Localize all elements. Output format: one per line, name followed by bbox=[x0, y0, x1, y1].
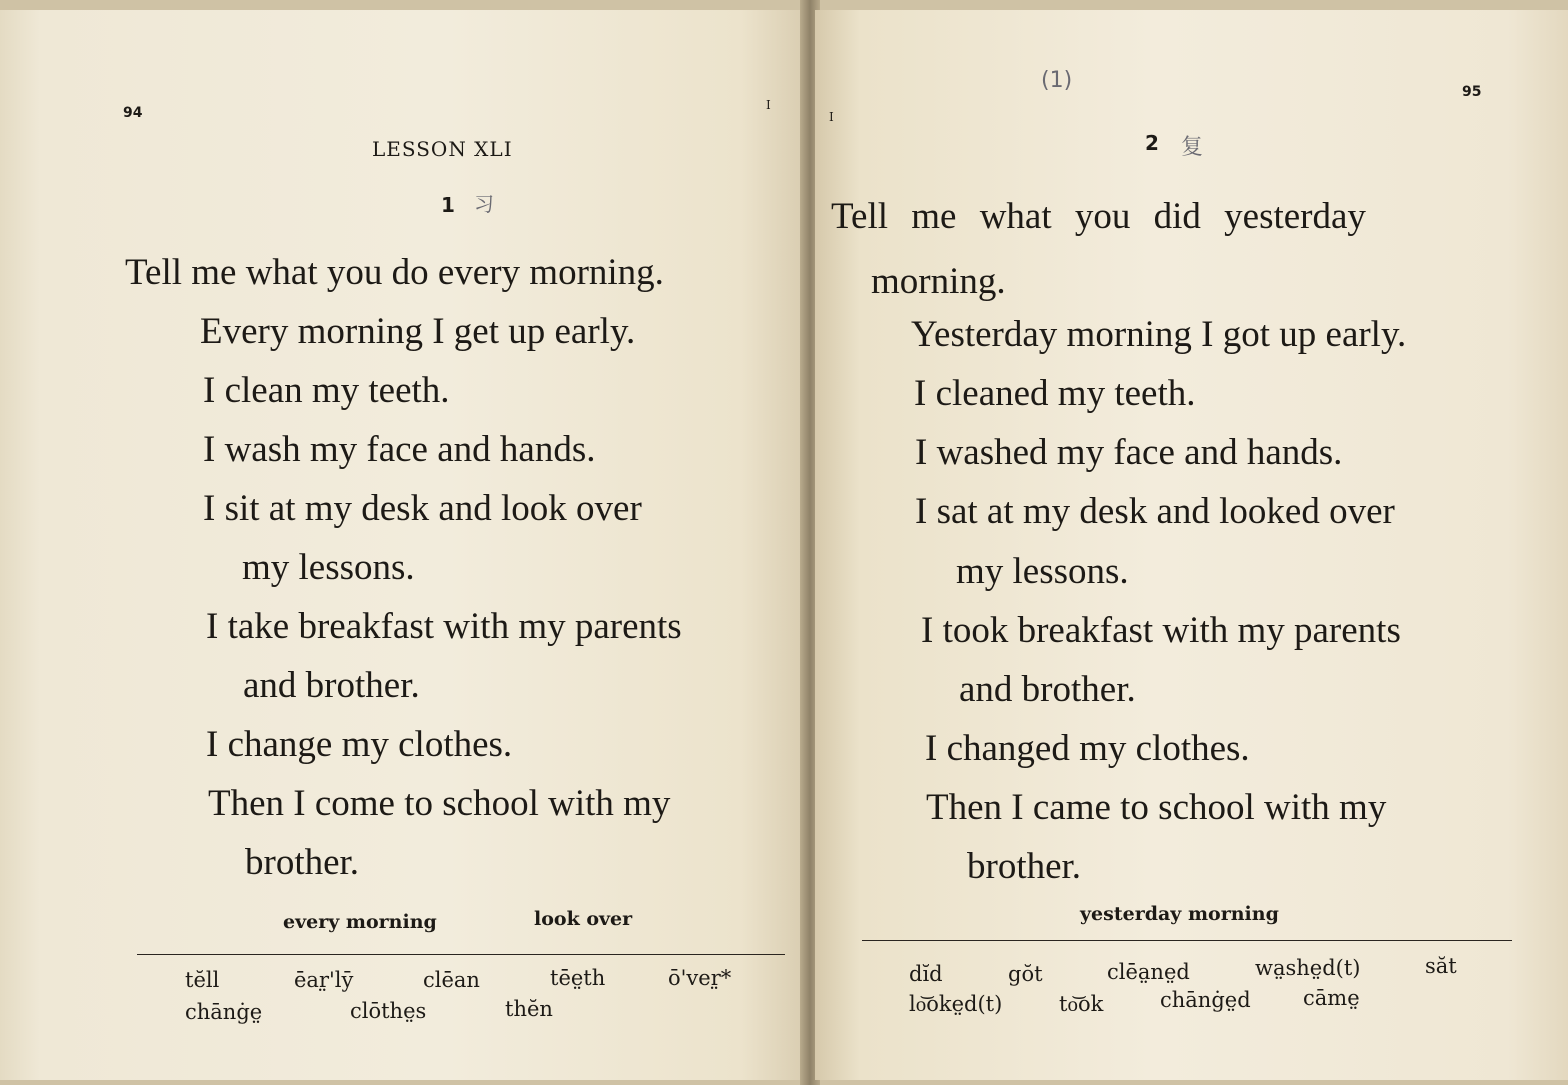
pencil-annotation: (1) bbox=[1041, 68, 1073, 93]
vocab-word: ō'ver̤* bbox=[668, 966, 732, 990]
vocab-word: clēan bbox=[423, 968, 480, 992]
text-line: Every morning I get up early. bbox=[200, 311, 636, 352]
text-line: I washed my face and hands. bbox=[915, 432, 1343, 473]
pencil-annotation: 习 bbox=[474, 192, 494, 216]
vocab-word: gŏt bbox=[1008, 962, 1043, 986]
text-line: Then I came to school with my bbox=[926, 787, 1387, 828]
text-line: I changed my clothes. bbox=[925, 728, 1250, 769]
vocab-word: tĕll bbox=[185, 968, 220, 992]
vocab-word: cāme̤ bbox=[1303, 986, 1360, 1010]
text-line: my lessons. bbox=[956, 551, 1129, 592]
text-line: I cleaned my teeth. bbox=[914, 373, 1196, 414]
text-line: I sat at my desk and looked over bbox=[915, 491, 1395, 532]
key-phrase: look over bbox=[534, 908, 633, 930]
text-line: morning. bbox=[871, 261, 1006, 302]
vocab-word: to͝ok bbox=[1059, 992, 1104, 1016]
text-line: I change my clothes. bbox=[206, 724, 513, 765]
left-page bbox=[0, 10, 805, 1080]
key-phrase: yesterday morning bbox=[1080, 903, 1279, 925]
right-page bbox=[815, 10, 1568, 1080]
page-number: 94 bbox=[123, 105, 143, 121]
divider-rule bbox=[137, 954, 785, 955]
vocab-word: chānġe̤ bbox=[185, 1000, 263, 1024]
vocab-word: thĕn bbox=[505, 997, 553, 1021]
text-line: brother. bbox=[245, 842, 360, 883]
text-line: brother. bbox=[967, 846, 1082, 887]
corner-mark: I bbox=[766, 98, 771, 112]
vocab-word: wa̤she̤d(t) bbox=[1255, 956, 1361, 980]
text-line: and brother. bbox=[959, 669, 1136, 710]
key-phrase: every morning bbox=[283, 911, 437, 933]
text-line: Tell me what you did yesterday bbox=[831, 196, 1366, 237]
text-line: Yesterday morning I got up early. bbox=[911, 314, 1407, 355]
text-line: Then I come to school with my bbox=[208, 783, 671, 824]
page-number: 95 bbox=[1462, 84, 1482, 100]
text-line: I take breakfast with my parents bbox=[206, 606, 682, 647]
corner-mark: I bbox=[829, 110, 834, 124]
pencil-annotation: 复 bbox=[1181, 135, 1204, 160]
vocab-word: dĭd bbox=[909, 962, 943, 986]
lesson-title: LESSON XLI bbox=[372, 137, 513, 161]
vocab-word: lo͝oke̤d(t) bbox=[909, 992, 1003, 1016]
divider-rule bbox=[862, 940, 1512, 941]
text-line: I took breakfast with my parents bbox=[921, 610, 1401, 651]
vocab-word: clōthe̤s bbox=[350, 999, 427, 1023]
text-line: and brother. bbox=[243, 665, 420, 706]
text-line: my lessons. bbox=[242, 547, 415, 588]
text-line: I wash my face and hands. bbox=[203, 429, 596, 470]
vocab-word: chānġe̤d bbox=[1160, 988, 1251, 1012]
vocab-word: clēa̤ne̤d bbox=[1107, 960, 1190, 984]
vocab-word: tēe̤th bbox=[550, 966, 606, 990]
text-line: Tell me what you do every morning. bbox=[125, 252, 664, 293]
vocab-word: ēar̤'lȳ bbox=[294, 968, 354, 992]
text-line: I sit at my desk and look over bbox=[203, 488, 642, 529]
text-line: I clean my teeth. bbox=[203, 370, 450, 411]
vocab-word: săt bbox=[1425, 954, 1457, 978]
section-number: 2 bbox=[1145, 131, 1159, 155]
section-number: 1 bbox=[441, 193, 455, 217]
